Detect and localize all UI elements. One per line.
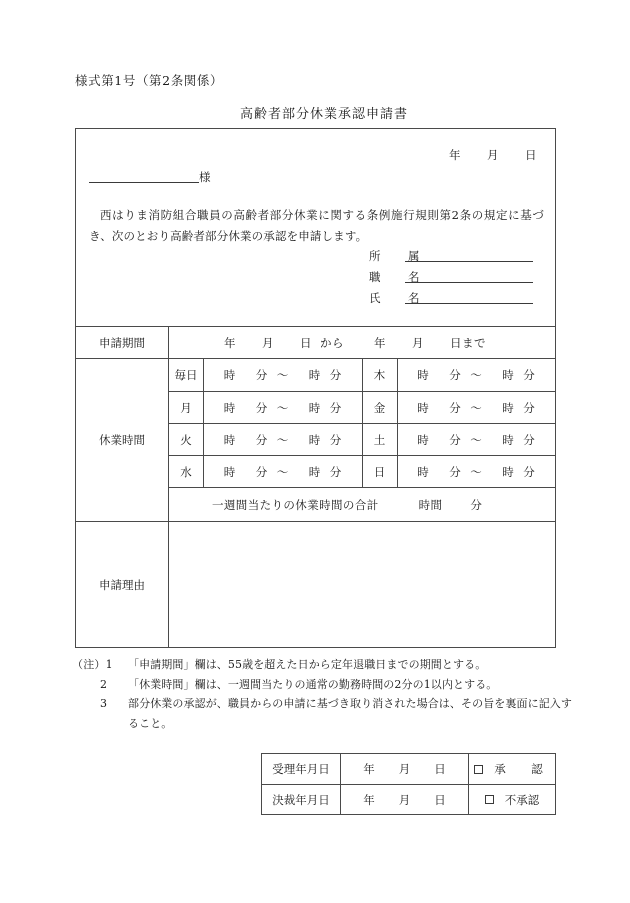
weekly-total-row[interactable] bbox=[169, 487, 555, 521]
period-from: から bbox=[320, 335, 344, 350]
reject-label: 不承認 bbox=[504, 792, 540, 807]
affiliation-input[interactable] bbox=[405, 249, 533, 262]
weekly-total-hour-unit: 時間 bbox=[418, 497, 443, 512]
body-paragraph bbox=[89, 205, 544, 248]
minute-unit-end: 分 bbox=[523, 464, 536, 479]
name-input[interactable] bbox=[405, 291, 533, 304]
addressee-line bbox=[89, 169, 211, 185]
table-row bbox=[169, 391, 555, 423]
hour-unit-end: 時 bbox=[502, 432, 515, 447]
time-input-friday[interactable] bbox=[398, 392, 556, 423]
leave-hours-block bbox=[76, 358, 555, 521]
minute-unit: 分 bbox=[255, 432, 268, 447]
minute-unit-end: 分 bbox=[329, 464, 342, 479]
decision-date-input[interactable] bbox=[341, 785, 469, 814]
hour-unit-end: 時 bbox=[502, 400, 515, 415]
note-text-2: 「休業時間」欄は、一週間当たりの通常の勤務時間の2分の1以内とする。 bbox=[128, 677, 498, 691]
application-period-label: 申請期間 bbox=[76, 327, 169, 358]
hour-unit: 時 bbox=[417, 368, 430, 382]
day-label-saturday: 土 bbox=[363, 424, 398, 455]
weekly-total-minute-unit: 分 bbox=[470, 497, 483, 512]
receipt-day: 日 bbox=[434, 762, 446, 776]
approval-box bbox=[261, 753, 556, 815]
signature-row-name bbox=[369, 290, 533, 311]
table-row bbox=[169, 455, 555, 487]
submission-date-line bbox=[449, 147, 537, 163]
minute-unit: 分 bbox=[255, 368, 268, 382]
list-item bbox=[72, 675, 572, 695]
affiliation-label: 所 属 bbox=[369, 249, 428, 263]
checkbox-icon[interactable] bbox=[485, 795, 494, 804]
time-input-tuesday[interactable] bbox=[204, 424, 363, 455]
form-code: 様式第1号（第2条関係） bbox=[75, 73, 224, 88]
approve-label: 承 認 bbox=[494, 762, 550, 776]
minute-unit: 分 bbox=[449, 400, 462, 415]
approve-checkbox-row[interactable] bbox=[469, 754, 555, 784]
checkbox-icon[interactable] bbox=[474, 765, 483, 774]
day-label-wednesday: 水 bbox=[169, 456, 204, 487]
hour-unit-end: 時 bbox=[308, 368, 321, 382]
hour-unit: 時 bbox=[223, 400, 236, 415]
receipt-year: 年 bbox=[363, 762, 375, 776]
main-form-frame bbox=[75, 128, 556, 648]
time-input-thursday[interactable] bbox=[398, 359, 556, 391]
minute-unit: 分 bbox=[449, 464, 462, 479]
hour-unit: 時 bbox=[223, 432, 236, 447]
hour-unit-end: 時 bbox=[308, 464, 321, 479]
name-label: 氏 名 bbox=[369, 291, 428, 305]
signature-block bbox=[369, 248, 533, 311]
table-row bbox=[169, 359, 555, 391]
period-start-day: 日 bbox=[300, 335, 312, 350]
hour-unit-end: 時 bbox=[502, 368, 515, 382]
document-title: 高齢者部分休業承認申請書 bbox=[239, 107, 408, 122]
table-row bbox=[262, 784, 555, 814]
time-input-everyday[interactable] bbox=[204, 359, 363, 391]
minute-unit-end: 分 bbox=[329, 432, 342, 447]
period-start-month: 月 bbox=[262, 335, 274, 350]
period-end-month: 月 bbox=[412, 335, 424, 350]
hour-unit: 時 bbox=[223, 464, 236, 479]
leave-hours-grid bbox=[169, 359, 555, 521]
application-reason-block bbox=[76, 521, 555, 648]
application-reason-label: 申請理由 bbox=[76, 522, 169, 648]
decision-year: 年 bbox=[363, 792, 375, 807]
range-tilde: ～ bbox=[276, 432, 289, 447]
range-tilde: ～ bbox=[276, 400, 289, 415]
time-input-monday[interactable] bbox=[204, 392, 363, 423]
day-label-friday: 金 bbox=[363, 392, 398, 423]
day-label-sunday: 日 bbox=[363, 456, 398, 487]
signature-row-position bbox=[369, 269, 533, 290]
time-input-wednesday[interactable] bbox=[204, 456, 363, 487]
minute-unit-end: 分 bbox=[329, 368, 342, 382]
range-tilde: ～ bbox=[470, 464, 483, 479]
day-label-everyday: 毎日 bbox=[169, 359, 204, 391]
minute-unit-end: 分 bbox=[523, 400, 536, 415]
decision-day: 日 bbox=[434, 792, 446, 807]
hour-unit: 時 bbox=[417, 432, 430, 447]
minute-unit-end: 分 bbox=[523, 432, 536, 447]
receipt-month: 月 bbox=[398, 762, 411, 776]
table-row bbox=[262, 754, 555, 784]
period-end-year: 年 bbox=[374, 335, 386, 350]
application-period-input[interactable] bbox=[169, 327, 555, 358]
notes-section bbox=[72, 655, 572, 733]
hour-unit-end: 時 bbox=[308, 432, 321, 447]
application-reason-input[interactable] bbox=[169, 522, 555, 648]
day-label-thursday: 木 bbox=[363, 359, 398, 391]
day-label-tuesday: 火 bbox=[169, 424, 204, 455]
application-period-row bbox=[76, 326, 555, 358]
minute-unit: 分 bbox=[449, 432, 462, 447]
time-input-saturday[interactable] bbox=[398, 424, 556, 455]
range-tilde: ～ bbox=[276, 464, 289, 479]
decision-month: 月 bbox=[398, 792, 411, 807]
signature-row-affiliation bbox=[369, 248, 533, 269]
minute-unit-end: 分 bbox=[329, 400, 342, 415]
list-item bbox=[72, 694, 572, 733]
submission-date-day: 日 bbox=[525, 148, 537, 162]
position-input[interactable] bbox=[405, 270, 533, 283]
minute-unit: 分 bbox=[449, 368, 462, 382]
range-tilde: ～ bbox=[470, 432, 483, 447]
range-tilde: ～ bbox=[470, 400, 483, 415]
submission-date-year: 年 bbox=[449, 148, 461, 162]
day-label-monday: 月 bbox=[169, 392, 204, 423]
note-text-1: 「申請期間」欄は、55歳を超えた日から定年退職日までの期間とする。 bbox=[128, 658, 487, 671]
note-text-3: 部分休業の承認が、職員からの申請に基づき取り消された場合は、その旨を裏面に記入すること。 bbox=[128, 697, 572, 730]
minute-unit: 分 bbox=[255, 400, 268, 415]
receipt-date-label: 受理年月日 bbox=[262, 754, 341, 784]
applicant-header-area bbox=[76, 129, 555, 326]
list-item bbox=[72, 655, 572, 675]
body-paragraph-text: 西はりま消防組合職員の高齢者部分休業に関する条例施行規則第2条の規定に基づき、次のとおり高齢者部分休業の承認を申請します。 bbox=[89, 208, 544, 244]
time-input-sunday[interactable] bbox=[398, 456, 556, 487]
period-end-day: 日まで bbox=[450, 335, 486, 350]
hour-unit-end: 時 bbox=[502, 464, 515, 479]
hour-unit-end: 時 bbox=[308, 400, 321, 415]
decision-date-label: 決裁年月日 bbox=[262, 785, 341, 814]
range-tilde: ～ bbox=[470, 368, 483, 382]
minute-unit: 分 bbox=[255, 464, 268, 479]
position-label: 職 名 bbox=[369, 270, 428, 284]
addressee-suffix: 様 bbox=[199, 170, 211, 184]
leave-hours-label: 休業時間 bbox=[76, 359, 169, 521]
note-marker-3: 3 bbox=[100, 697, 108, 711]
reject-checkbox-row[interactable] bbox=[469, 785, 555, 814]
range-tilde: ～ bbox=[276, 368, 289, 382]
note-marker-2: 2 bbox=[100, 677, 108, 691]
hour-unit: 時 bbox=[417, 400, 430, 415]
minute-unit-end: 分 bbox=[523, 368, 536, 382]
submission-date-month: 月 bbox=[487, 148, 499, 162]
note-marker-1: （注）1 bbox=[72, 658, 113, 671]
table-row bbox=[169, 423, 555, 455]
hour-unit: 時 bbox=[417, 464, 430, 479]
hour-unit: 時 bbox=[223, 368, 236, 382]
receipt-date-input[interactable] bbox=[341, 754, 469, 784]
weekly-total-label: 一週間当たりの休業時間の合計 bbox=[212, 497, 379, 512]
addressee-input[interactable] bbox=[89, 170, 199, 183]
period-start-year: 年 bbox=[224, 335, 236, 350]
